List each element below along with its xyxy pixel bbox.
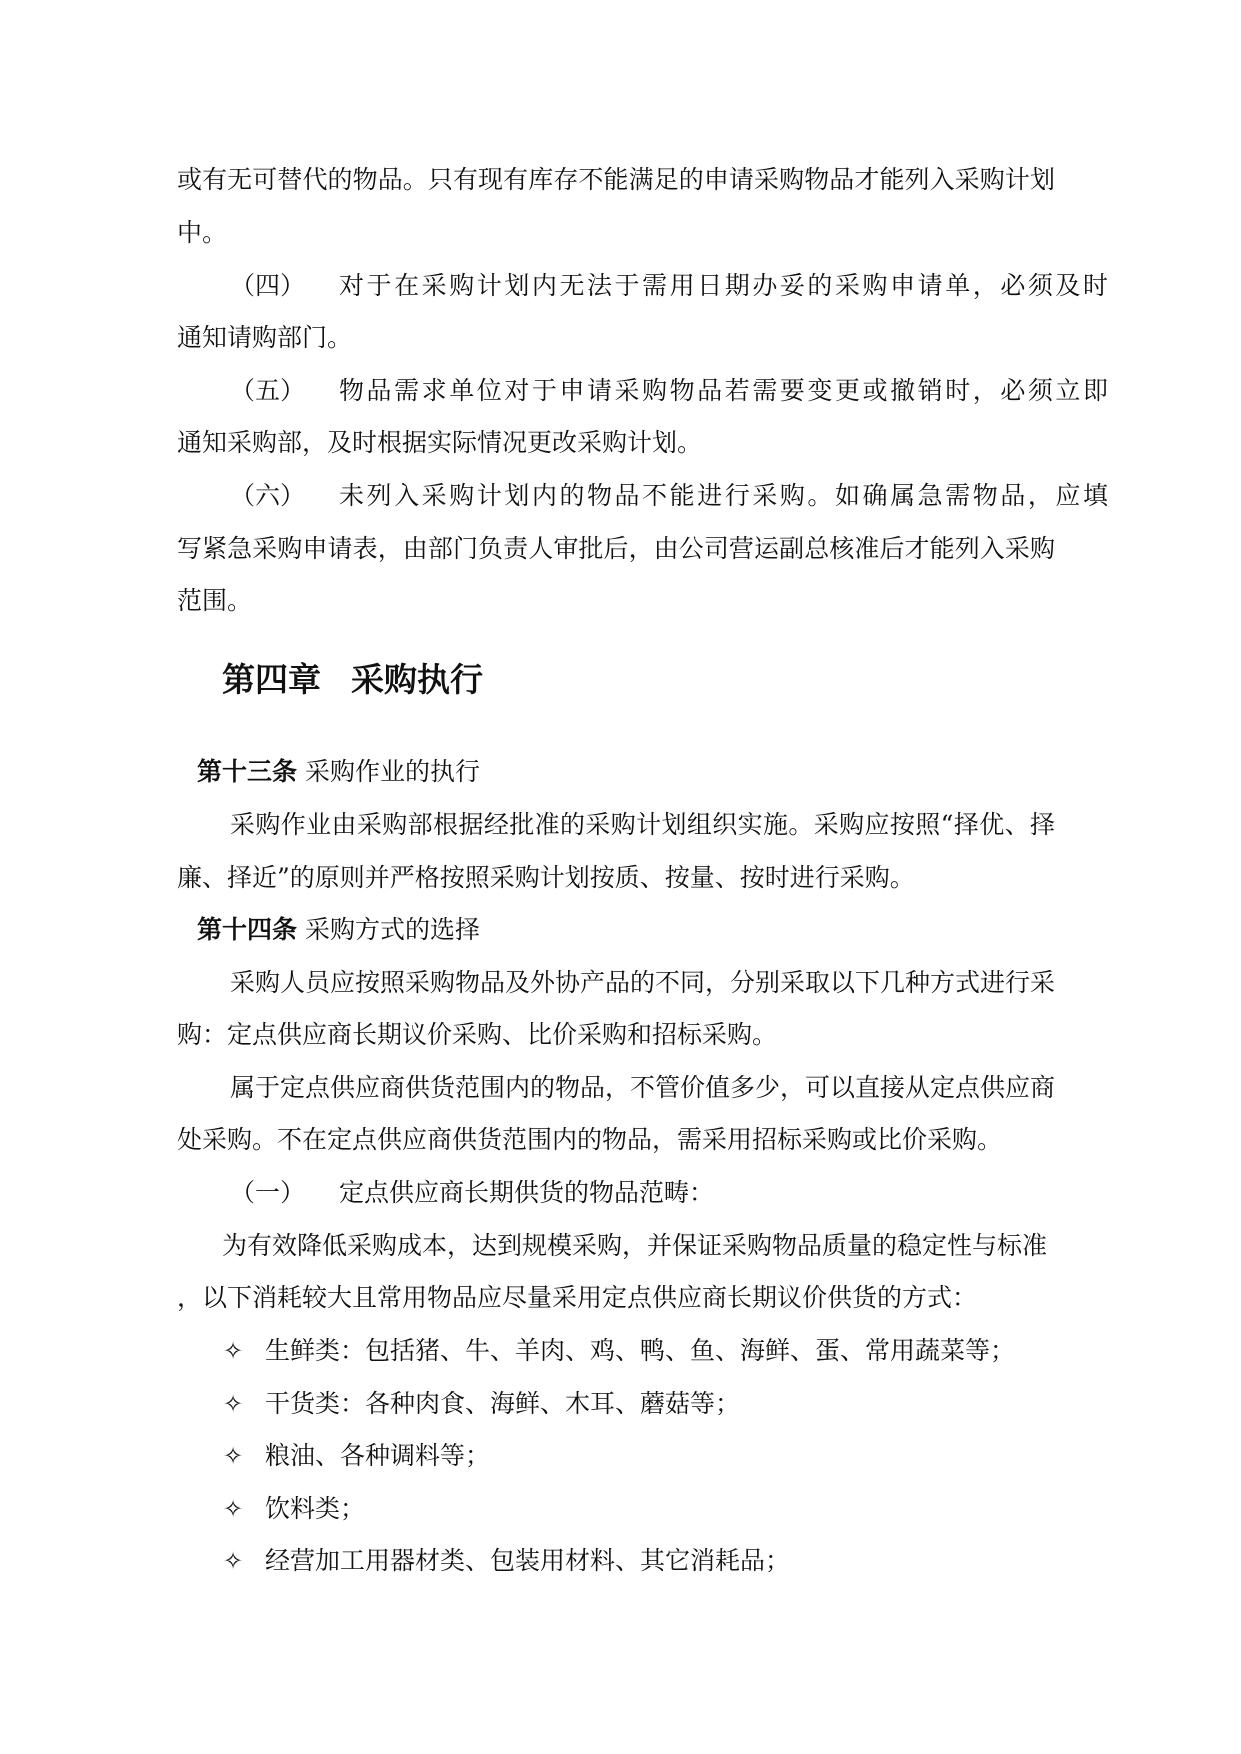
item-text: 通知采购部，及时根据实际情况更改采购计划。 [177, 428, 703, 457]
article-title: 采购方式的选择 [305, 915, 481, 944]
paragraph-line: 采购人员应按照采购物品及外协产品的不同，分别采取以下几种方式进行采 [230, 968, 1056, 997]
paragraph-line: 中。 [177, 218, 228, 247]
paragraph-line: 廉、择近”的原则并严格按照采购计划按质、按量、按时进行采购。 [177, 863, 915, 892]
list-item: 生鲜类：包括猪、牛、羊肉、鸡、鸭、鱼、海鲜、蛋、常用蔬菜等； [265, 1336, 1016, 1365]
paragraph-line: 处采购。不在定点供应商供货范围内的物品，需采用招标采购或比价采购。 [177, 1125, 1003, 1154]
diamond-bullet-icon: ✧ [223, 1495, 244, 1523]
item-text: 范围。 [177, 586, 253, 615]
item-text: 写紧急采购申请表，由部门负责人审批后，由公司营运副总核准后才能列入采购 [177, 534, 1055, 563]
diamond-bullet-icon: ✧ [223, 1442, 244, 1470]
paragraph-line: 采购作业由采购部根据经批准的采购计划组织实施。采购应按照“择优、择 [230, 810, 1055, 839]
article-title: 采购作业的执行 [305, 757, 481, 786]
item-number: （一） [230, 1178, 306, 1207]
list-item: 干货类：各种肉食、海鲜、木耳、蘑菇等； [265, 1389, 741, 1418]
paragraph-line: 属于定点供应商供货范围内的物品，不管价值多少，可以直接从定点供应商 [230, 1073, 1056, 1102]
diamond-bullet-icon: ✧ [223, 1390, 244, 1418]
chapter-number: 第四章 [222, 660, 321, 699]
paragraph-line: 或有无可替代的物品。只有现有库存不能满足的申请采购物品才能列入采购计划 [177, 165, 1055, 194]
chapter-title: 采购执行 [351, 660, 483, 699]
article-label: 第十三条 [197, 757, 298, 786]
article-label: 第十四条 [197, 915, 298, 944]
paragraph-line: 购：定点供应商长期议价采购、比价采购和招标采购。 [177, 1020, 778, 1049]
item-text: 物品需求单位对于申请采购物品若需要变更或撤销时，必须立即 [339, 376, 1108, 405]
item-text: 通知请购部门。 [177, 323, 353, 352]
item-text: 未列入采购计划内的物品不能进行采购。如确属急需物品，应填 [339, 481, 1108, 510]
item-number: （六） [230, 481, 306, 510]
list-item: 粮油、各种调料等； [265, 1441, 491, 1470]
paragraph-line: ，以下消耗较大且常用物品应尽量采用定点供应商长期议价供货的方式： [177, 1283, 978, 1312]
diamond-bullet-icon: ✧ [223, 1547, 244, 1575]
list-item: 饮料类； [265, 1494, 366, 1523]
article-heading [197, 914, 480, 946]
diamond-bullet-icon: ✧ [223, 1337, 244, 1365]
item-text: 定点供应商长期供货的物品范畴： [339, 1178, 715, 1207]
item-text: 对于在采购计划内无法于需用日期办妥的采购申请单，必须及时 [339, 271, 1108, 300]
item-number: （五） [230, 376, 306, 405]
chapter-heading [222, 660, 483, 700]
article-heading [197, 756, 480, 788]
item-number: （四） [230, 271, 306, 300]
paragraph-line: 为有效降低采购成本，达到规模采购，并保证采购物品质量的稳定性与标准 [222, 1231, 1048, 1260]
list-item: 经营加工用器材类、包装用材料、其它消耗品； [265, 1546, 791, 1575]
